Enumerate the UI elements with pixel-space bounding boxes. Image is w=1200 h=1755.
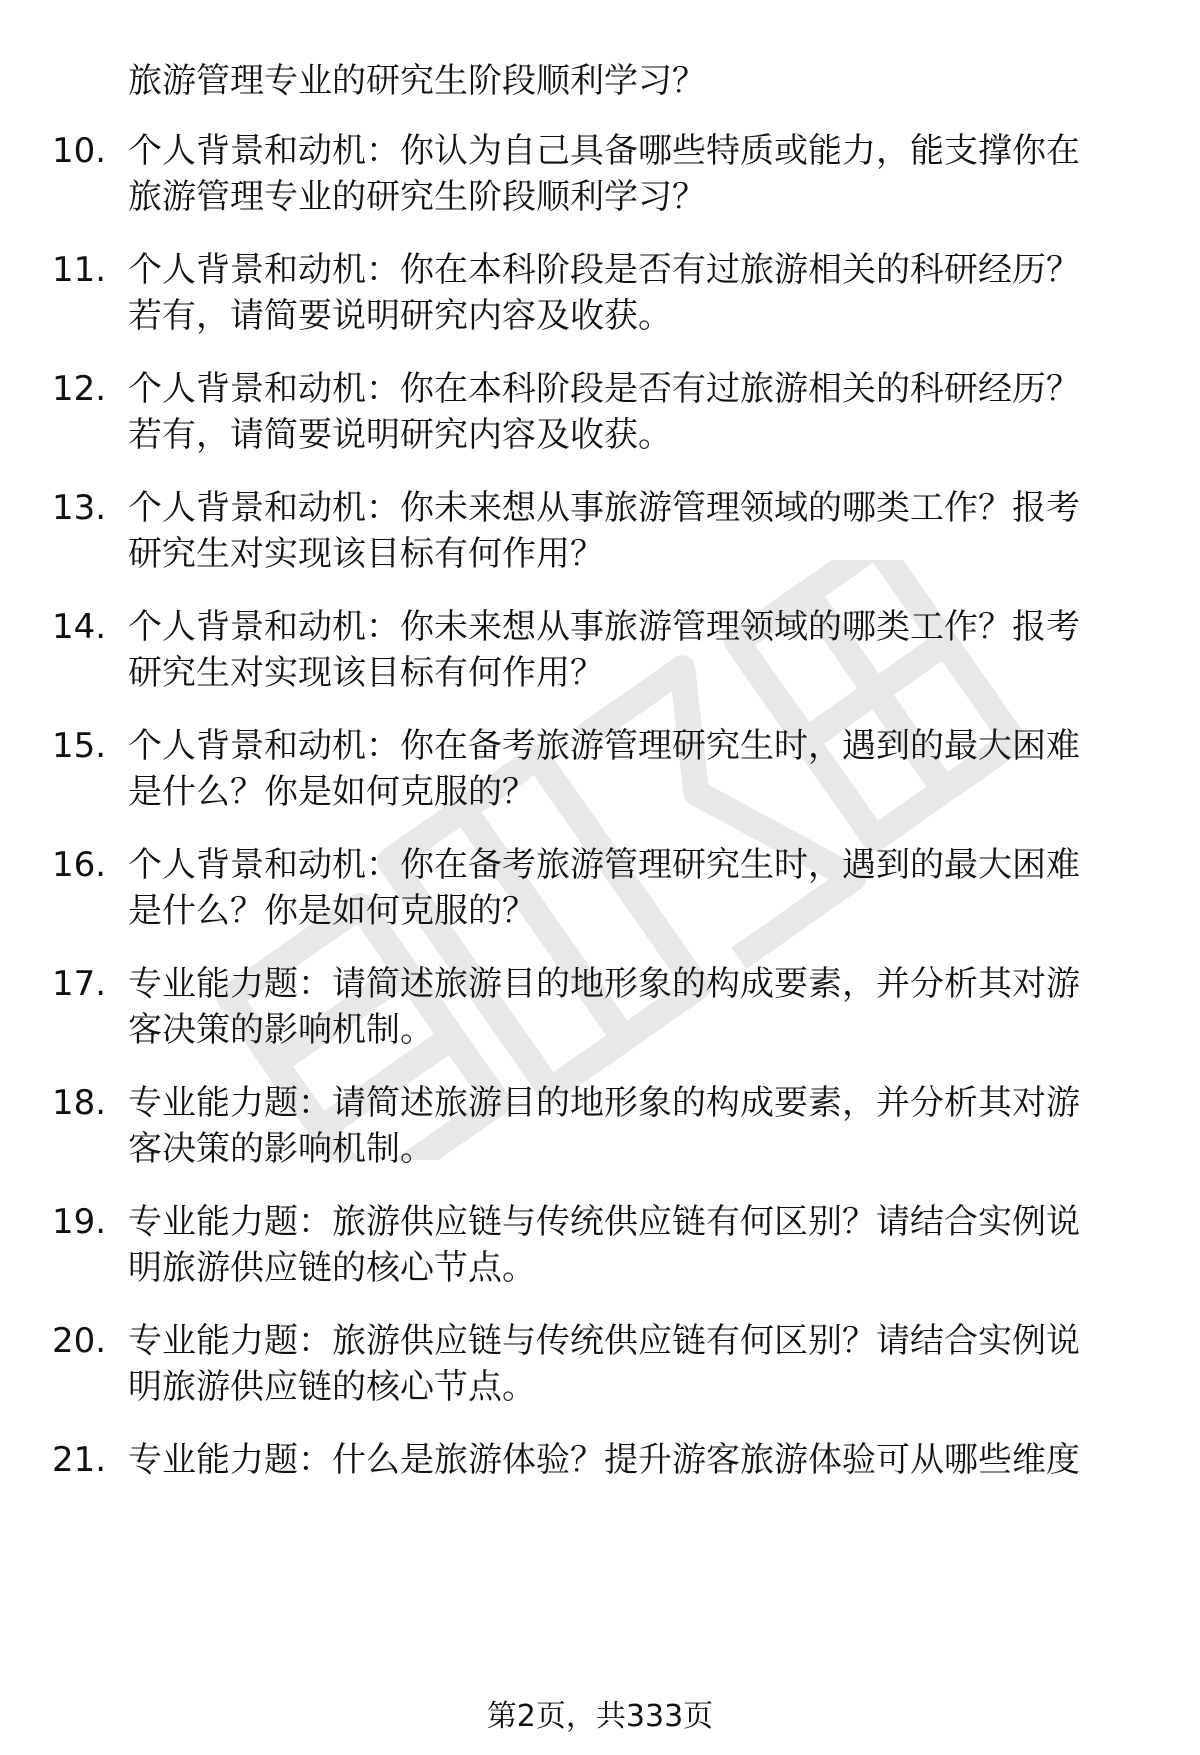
question-text: 个人背景和动机：你认为自己具备哪些特质或能力，能支撑你在 旅游管理专业的研究生阶段顺利学习？ [128, 131, 1080, 217]
list-item [0, 247, 1200, 347]
continuation-line: 旅游管理专业的研究生阶段顺利学习？ [128, 61, 706, 101]
question-number: 21. [52, 1440, 107, 1480]
list-item [0, 842, 1200, 942]
question-number: 14. [52, 607, 107, 647]
question-text: 个人背景和动机：你在本科阶段是否有过旅游相关的科研经历？ 若有，请简要说明研究内容及收获。 [128, 250, 1080, 336]
question-number: 20. [52, 1321, 107, 1361]
question-text: 专业能力题：什么是旅游体验？提升游客旅游体验可从哪些维度 [128, 1440, 1080, 1480]
list-item [0, 723, 1200, 823]
question-text: 个人背景和动机：你未来想从事旅游管理领域的哪类工作？报考 研究生对实现该目标有何作用？ [128, 607, 1080, 693]
question-number: 15. [52, 726, 107, 766]
list-item [0, 366, 1200, 466]
list-item [0, 1080, 1200, 1180]
question-text: 专业能力题：请简述旅游目的地形象的构成要素，并分析其对游 客决策的影响机制。 [128, 1083, 1080, 1169]
list-item [0, 1437, 1200, 1537]
question-text: 个人背景和动机：你在本科阶段是否有过旅游相关的科研经历？ 若有，请简要说明研究内容及收获。 [128, 369, 1080, 455]
question-number: 16. [52, 845, 107, 885]
question-text: 专业能力题：旅游供应链与传统供应链有何区别？请结合实例说 明旅游供应链的核心节点。 [128, 1202, 1080, 1288]
list-item [0, 961, 1200, 1061]
question-number: 10. [52, 131, 107, 171]
question-number: 12. [52, 369, 107, 409]
question-number: 11. [52, 250, 107, 290]
question-text: 个人背景和动机：你未来想从事旅游管理领域的哪类工作？报考 研究生对实现该目标有何作用？ [128, 488, 1080, 574]
list-item [0, 485, 1200, 585]
list-item [0, 128, 1200, 228]
question-text: 专业能力题：请简述旅游目的地形象的构成要素，并分析其对游 客决策的影响机制。 [128, 964, 1080, 1050]
question-number: 19. [52, 1202, 107, 1242]
page-footer: 第2页，共333页 [486, 1699, 714, 1734]
question-text: 个人背景和动机：你在备考旅游管理研究生时，遇到的最大困难 是什么？你是如何克服的？ [128, 726, 1080, 812]
list-item [0, 1199, 1200, 1299]
question-number: 17. [52, 964, 107, 1004]
question-text: 专业能力题：旅游供应链与传统供应链有何区别？请结合实例说 明旅游供应链的核心节点。 [128, 1321, 1080, 1407]
list-item [0, 1318, 1200, 1418]
question-number: 13. [52, 488, 107, 528]
question-number: 18. [52, 1083, 107, 1123]
question-text: 个人背景和动机：你在备考旅游管理研究生时，遇到的最大困难 是什么？你是如何克服的？ [128, 845, 1080, 931]
list-item [0, 604, 1200, 704]
